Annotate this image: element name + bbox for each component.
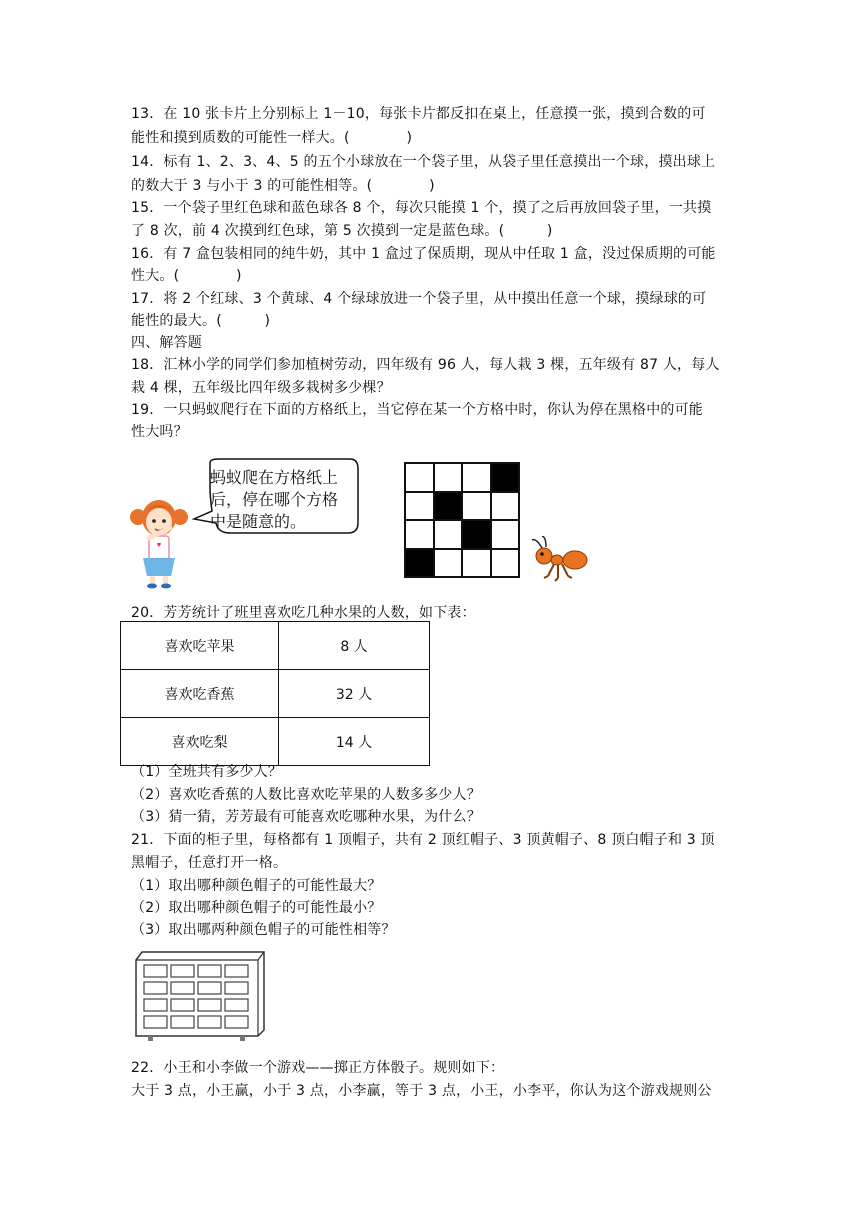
q13-line1: 13．在 10 张卡片上分别标上 1－10，每张卡片都反扣在桌上，任意摸一张，摸到合数的可 bbox=[131, 106, 706, 122]
grid-cell-white bbox=[405, 492, 434, 521]
cabinet-compartment bbox=[144, 999, 167, 1011]
grid-cell-white bbox=[434, 549, 463, 578]
grid-cell-white bbox=[405, 520, 434, 549]
section-heading: 四、解答题 bbox=[131, 335, 202, 351]
bubble-line-3: 中是随意的。 bbox=[210, 512, 307, 531]
cabinet-compartment bbox=[198, 965, 221, 977]
q16-line1: 16．有 7 盒包装相同的纯牛奶，其中 1 盒过了保质期，现从中任取 1 盒，没过保质期的可能 bbox=[131, 246, 716, 262]
q21-sub2: （2）取出哪种颜色帽子的可能性最小？ bbox=[131, 900, 382, 916]
q19-line2: 性大吗？ bbox=[131, 424, 188, 440]
q13-line2: 能性和摸到质数的可能性一样大。( ) bbox=[131, 130, 413, 146]
q14-line2: 的数大于 3 与小于 3 的可能性相等。( ) bbox=[131, 178, 435, 194]
grid-cell-white bbox=[434, 520, 463, 549]
square-grid bbox=[404, 462, 520, 578]
grid-cell-black bbox=[462, 520, 491, 549]
grid-cell-white bbox=[491, 520, 520, 549]
q17-line1: 17．将 2 个红球、3 个黄球、4 个绿球放进一个袋子里，从中摸出任意一个球，摸绿球的可 bbox=[131, 291, 707, 307]
table-row bbox=[121, 622, 430, 670]
grid-cell-black bbox=[434, 492, 463, 521]
q18-line1: 18．汇林小学的同学们参加植树劳动，四年级有 96 人，每人栽 3 棵，五年级有 87 人，每人 bbox=[131, 357, 720, 373]
fruit-table bbox=[120, 621, 430, 766]
cabinet-compartment bbox=[225, 1016, 248, 1028]
cabinet-compartment bbox=[171, 999, 194, 1011]
cabinet-illustration bbox=[132, 950, 268, 1042]
cabinet-compartment bbox=[198, 1016, 221, 1028]
q17-line2: 能性的最大。( ) bbox=[131, 313, 271, 329]
fruit-count-cell: 32 人 bbox=[279, 670, 430, 718]
grid-cell-white bbox=[491, 492, 520, 521]
q14-line1: 14．标有 1、2、3、4、5 的五个小球放在一个袋子里，从袋子里任意摸出一个球，摸出球上 bbox=[131, 154, 716, 170]
fruit-count-cell: 8 人 bbox=[279, 622, 430, 670]
cabinet-compartment bbox=[171, 965, 194, 977]
grid-cell-white bbox=[491, 549, 520, 578]
cabinet-compartment bbox=[225, 982, 248, 994]
cabinet-compartment bbox=[171, 982, 194, 994]
grid-cell-white bbox=[462, 549, 491, 578]
grid-cell-black bbox=[405, 549, 434, 578]
fruit-count-cell: 14 人 bbox=[279, 718, 430, 766]
grid-cell-white bbox=[405, 463, 434, 492]
grid-cell-white bbox=[462, 463, 491, 492]
grid-cell-white bbox=[462, 492, 491, 521]
fruit-name-cell: 喜欢吃苹果 bbox=[121, 622, 279, 670]
speech-bubble-text bbox=[210, 467, 360, 533]
q18-line2: 栽 4 棵，五年级比四年级多栽树多少棵？ bbox=[131, 380, 391, 396]
q20-sub1: （1）全班共有多少人？ bbox=[131, 764, 283, 780]
fruit-name-cell: 喜欢吃梨 bbox=[121, 718, 279, 766]
q20-text: 20．芳芳统计了班里喜欢吃几种水果的人数，如下表： bbox=[131, 605, 476, 621]
q20-sub2: （2）喜欢吃香蕉的人数比喜欢吃苹果的人数多多少人？ bbox=[131, 787, 481, 803]
q21-sub3: （3）取出哪两种颜色帽子的可能性相等？ bbox=[131, 922, 396, 938]
q21-sub1: （1）取出哪种颜色帽子的可能性最大？ bbox=[131, 878, 382, 894]
cabinet-compartment bbox=[225, 999, 248, 1011]
q22-line1: 22．小王和小李做一个游戏——掷正方体骰子。规则如下： bbox=[131, 1060, 505, 1076]
cabinet-compartment bbox=[144, 1016, 167, 1028]
cabinet-compartment bbox=[225, 965, 248, 977]
q20-sub3: （3）猜一猜，芳芳最有可能喜欢吃哪种水果，为什么？ bbox=[131, 809, 481, 825]
q15-line1: 15．一个袋子里红色球和蓝色球各 8 个，每次只能摸 1 个，摸了之后再放回袋子里，一共摸 bbox=[131, 200, 712, 216]
cabinet-compartment bbox=[198, 999, 221, 1011]
table-row bbox=[121, 718, 430, 766]
q19-line1: 19．一只蚂蚁爬行在下面的方格纸上，当它停在某一个方格中时，你认为停在黑格中的可能 bbox=[131, 402, 704, 418]
bubble-line-2: 后，停在哪个方格 bbox=[210, 490, 339, 509]
cabinet-compartment bbox=[171, 1016, 194, 1028]
grid-cell-black bbox=[491, 463, 520, 492]
q15-line2: 了 8 次，前 4 次摸到红色球，第 5 次摸到一定是蓝色球。( ) bbox=[131, 223, 553, 239]
cabinet-compartment bbox=[144, 982, 167, 994]
cabinet-compartment bbox=[144, 965, 167, 977]
q21-line1: 21．下面的柜子里，每格都有 1 顶帽子，共有 2 顶红帽子、3 顶黄帽子、8 顶白帽子和 3 顶 bbox=[131, 832, 715, 848]
cabinet-compartment bbox=[198, 982, 221, 994]
fruit-name-cell: 喜欢吃香蕉 bbox=[121, 670, 279, 718]
q16-line2: 性大。( ) bbox=[131, 268, 242, 284]
table-row bbox=[121, 670, 430, 718]
q21-line2: 黑帽子，任意打开一格。 bbox=[131, 855, 288, 871]
q22-line2: 大于 3 点，小王赢，小于 3 点，小李赢，等于 3 点，小王，小李平，你认为这个游戏规则公 bbox=[131, 1083, 712, 1099]
girl-illustration bbox=[128, 492, 190, 590]
grid-cell-white bbox=[434, 463, 463, 492]
bubble-line-1: 蚂蚁爬在方格纸上 bbox=[210, 468, 339, 487]
ant-illustration bbox=[530, 536, 590, 584]
